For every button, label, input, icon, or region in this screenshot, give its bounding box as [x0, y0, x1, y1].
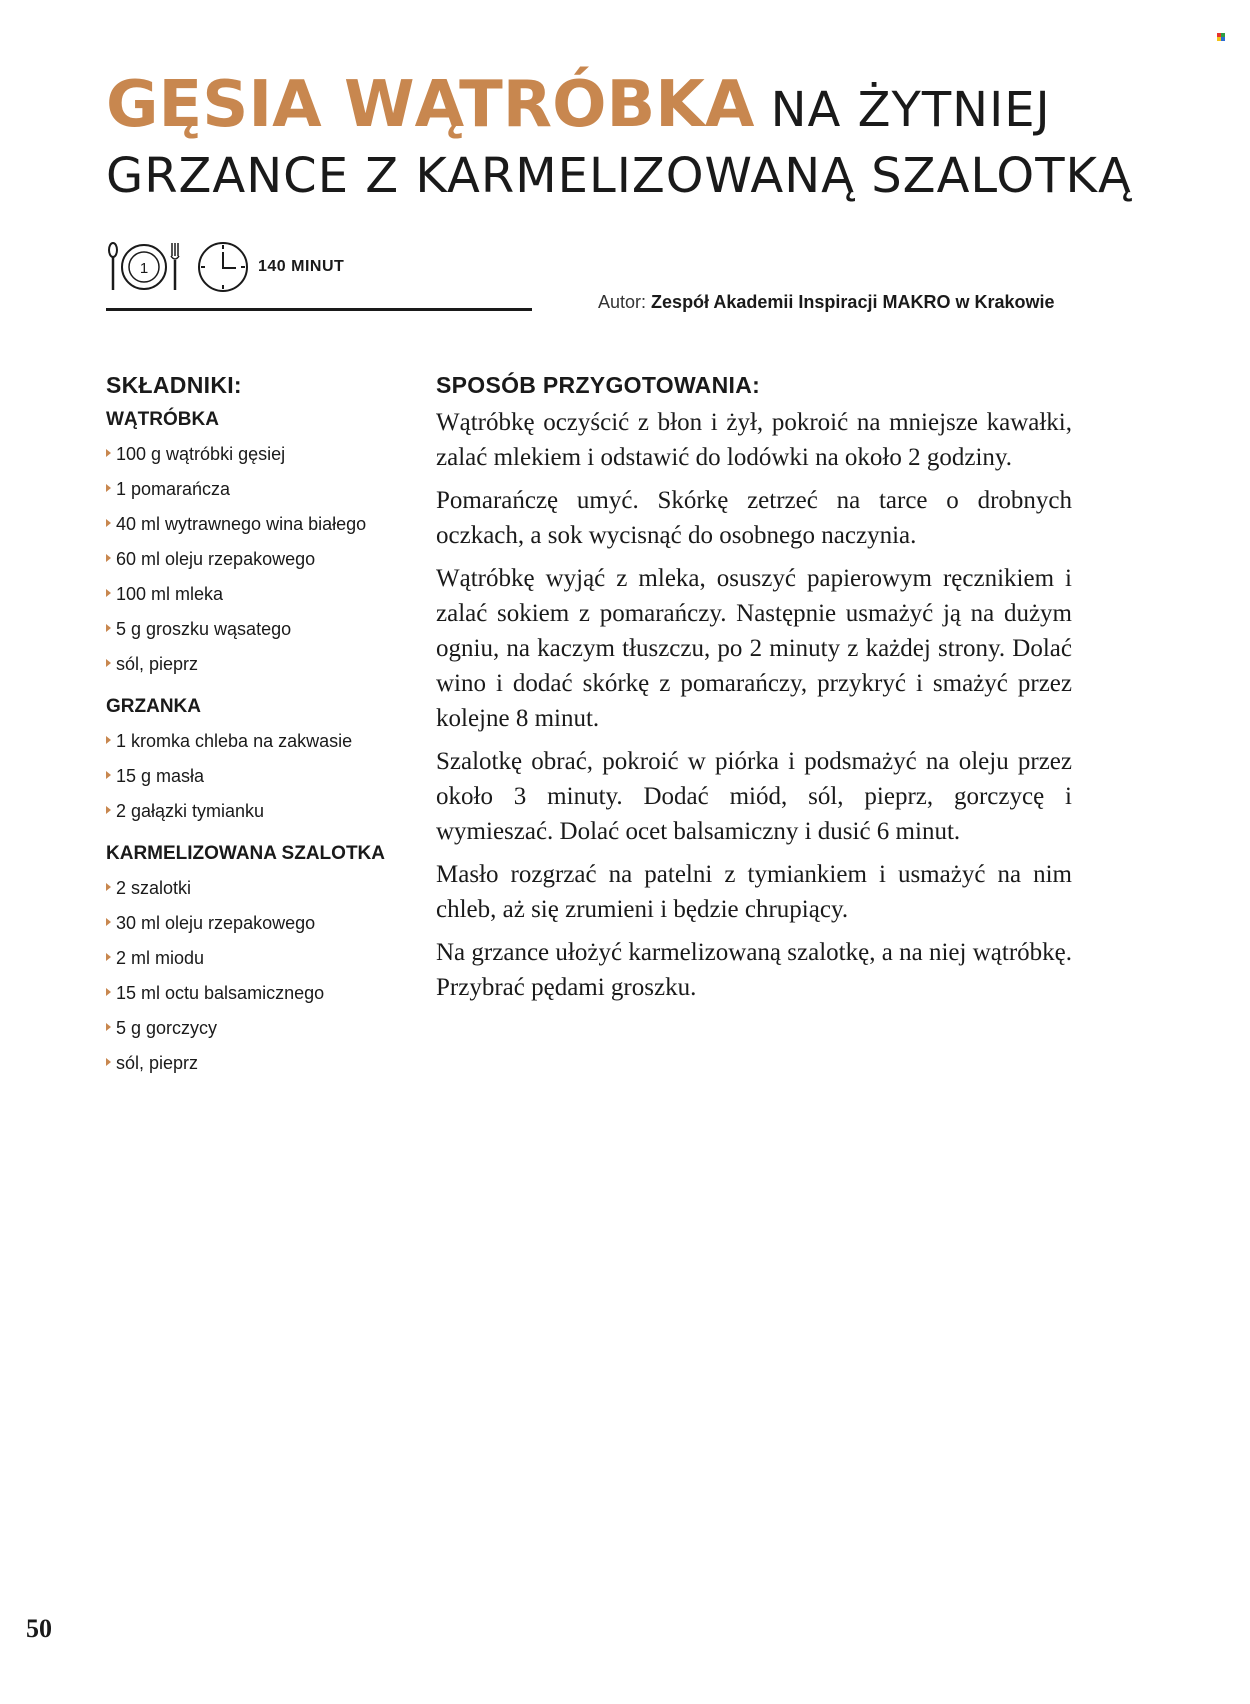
- method-heading: SPOSÓB PRZYGOTOWANIA:: [436, 372, 761, 398]
- ingredient-list: [106, 437, 426, 682]
- bullet-arrow-icon: [106, 624, 111, 632]
- bullet-arrow-icon: [106, 589, 111, 597]
- ingredient-item: 15 g masła: [106, 759, 426, 794]
- ingredient-item: 100 ml mleka: [106, 577, 426, 612]
- ingredient-item: 15 ml octu balsamicznego: [106, 976, 426, 1011]
- method-step: Wątróbkę wyjąć z mleka, osuszyć papierowym ręcznikiem i zalać sokiem z pomarańczy. Następnie usmażyć ją na dużym ogniu, na kaczym tłuszczu, po 2 minuty z każdej strony. Dolać wino i dodać skórkę z pomarańczy, przykryć i smażyć przez kolejne 8 minut.: [436, 565, 1072, 732]
- bullet-arrow-icon: [106, 988, 111, 996]
- ingredient-item: sól, pieprz: [106, 1046, 426, 1081]
- bullet-arrow-icon: [106, 1058, 111, 1066]
- ingredient-item: 2 szalotki: [106, 871, 426, 906]
- clock-icon: [196, 240, 250, 294]
- bullet-arrow-icon: [106, 736, 111, 744]
- ingredients-section: [106, 372, 426, 1081]
- cooking-time: 140 MINUT: [258, 258, 345, 275]
- portions-count: 1: [139, 260, 149, 277]
- recipe-title-accent: GĘSIA WĄTRÓBKA: [106, 68, 755, 142]
- ingredients-heading: SKŁADNIKI:: [106, 372, 242, 398]
- method-step: Na grzance ułożyć karmelizowaną szalotkę, a na niej wątróbkę. Przybrać pędami groszku.: [436, 939, 1072, 1001]
- bullet-arrow-icon: [106, 554, 111, 562]
- recipe-title-line2: GRZANCE Z KARMELIZOWANĄ SZALOTKĄ: [106, 148, 1132, 204]
- bullet-arrow-icon: [106, 883, 111, 891]
- ingredient-item: 1 kromka chleba na zakwasie: [106, 724, 426, 759]
- ingredient-list: [106, 724, 426, 829]
- method-section: [436, 372, 1072, 1013]
- ingredient-group-heading: WĄTRÓBKA: [106, 409, 219, 430]
- bullet-arrow-icon: [106, 806, 111, 814]
- ingredient-group-heading: GRZANKA: [106, 696, 201, 717]
- ingredient-list: [106, 871, 426, 1081]
- ingredient-item: sól, pieprz: [106, 647, 426, 682]
- author-label: Autor:: [598, 292, 647, 312]
- bullet-arrow-icon: [106, 449, 111, 457]
- ingredient-item: 5 g groszku wąsatego: [106, 612, 426, 647]
- ingredient-item: 2 gałązki tymianku: [106, 794, 426, 829]
- ingredient-item: 5 g gorczycy: [106, 1011, 426, 1046]
- color-marker-icon: [1217, 33, 1225, 41]
- bullet-arrow-icon: [106, 1023, 111, 1031]
- divider: [106, 308, 532, 311]
- bullet-arrow-icon: [106, 918, 111, 926]
- bullet-arrow-icon: [106, 519, 111, 527]
- ingredient-item: 40 ml wytrawnego wina białego: [106, 507, 426, 542]
- page-number: 50: [26, 1614, 52, 1643]
- method-step: Pomarańczę umyć. Skórkę zetrzeć na tarce o drobnych oczkach, a sok wycisnąć do osobnego naczynia.: [436, 487, 1072, 549]
- ingredient-item: 30 ml oleju rzepakowego: [106, 906, 426, 941]
- plate-cutlery-icon: [106, 240, 182, 294]
- method-step: Szalotkę obrać, pokroić w piórka i podsmażyć na oleju przez około 3 minuty. Dodać miód, sól, pieprz, gorczycę i wymieszać. Dolać ocet balsamiczny i dusić 6 minut.: [436, 748, 1072, 845]
- author-name: Zespół Akademii Inspiracji MAKRO w Krakowie: [651, 292, 1055, 312]
- ingredient-item: 1 pomarańcza: [106, 472, 426, 507]
- method-step: Masło rozgrzać na patelni z tymiankiem i usmażyć na nim chleb, aż się zrumieni i będzie chrupiący.: [436, 861, 1072, 923]
- bullet-arrow-icon: [106, 484, 111, 492]
- bullet-arrow-icon: [106, 953, 111, 961]
- ingredient-item: 2 ml miodu: [106, 941, 426, 976]
- recipe-meta: [106, 240, 344, 294]
- bullet-arrow-icon: [106, 659, 111, 667]
- author-line: [598, 292, 1054, 313]
- recipe-title: [106, 68, 1166, 209]
- ingredient-group-heading: KARMELIZOWANA SZALOTKA: [106, 843, 385, 864]
- recipe-title-line1: NA ŻYTNIEJ: [754, 82, 1051, 138]
- ingredient-item: 60 ml oleju rzepakowego: [106, 542, 426, 577]
- method-step: Wątróbkę oczyścić z błon i żył, pokroić na mniejsze kawałki, zalać mlekiem i odstawić do lodówki na około 2 godziny.: [436, 409, 1072, 471]
- ingredient-item: 100 g wątróbki gęsiej: [106, 437, 426, 472]
- bullet-arrow-icon: [106, 771, 111, 779]
